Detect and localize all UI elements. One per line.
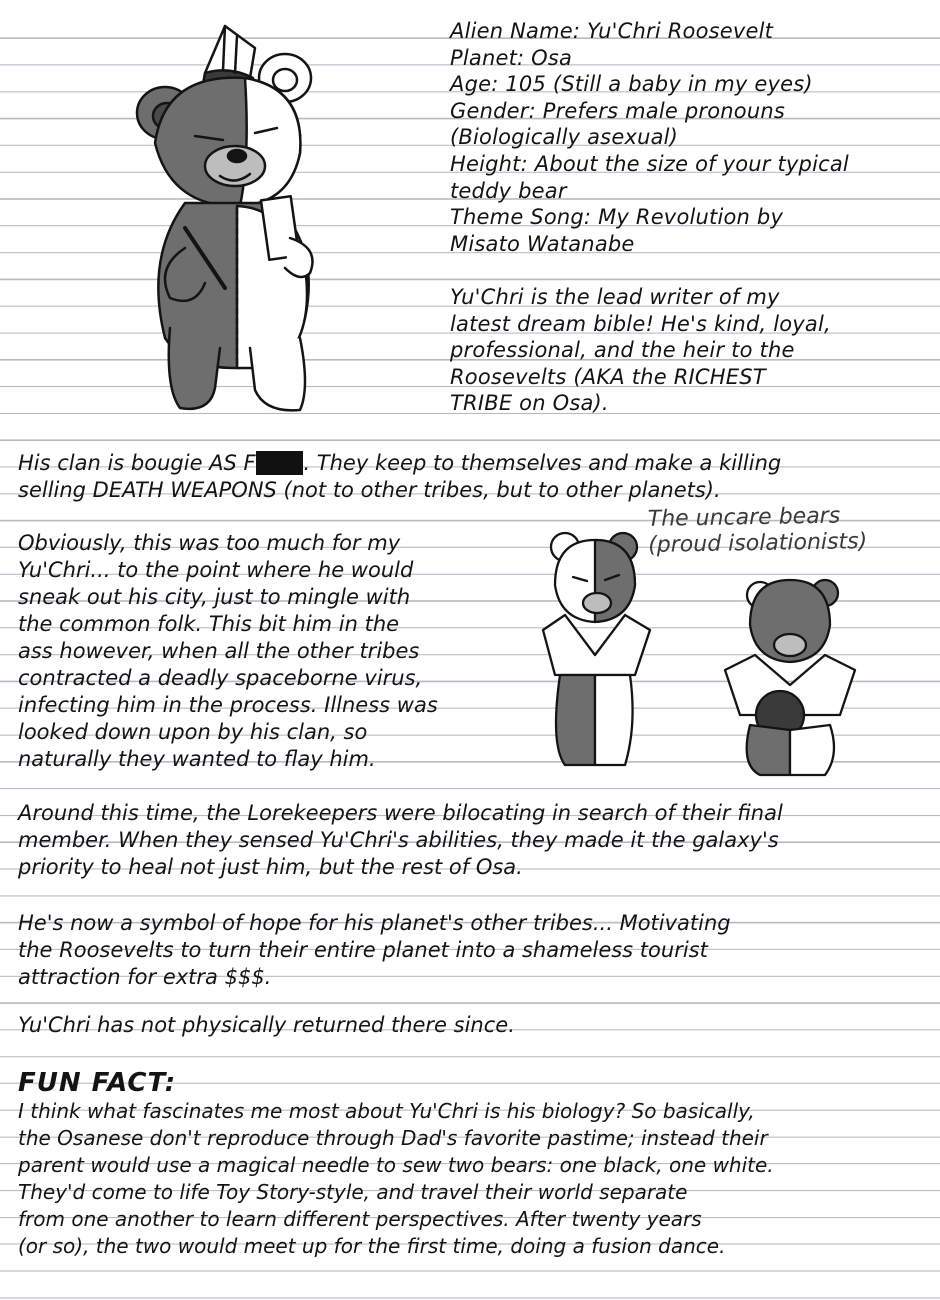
- bio-line: Yu'Chri is the lead writer of my: [450, 284, 780, 309]
- virus-line: contracted a deadly spaceborne virus,: [18, 666, 423, 690]
- virus-paragraph: [18, 530, 498, 773]
- fun-fact-heading: FUN FACT:: [18, 1068, 177, 1098]
- bio-line: professional, and the heir to the: [450, 338, 795, 363]
- fun-fact-line: the Osanese don't reproduce through Dad's favorite pastime; instead their: [18, 1126, 768, 1150]
- symbol-paragraph: [18, 910, 918, 991]
- fun-fact-line: They'd come to life Toy Story-style, and travel their world separate: [18, 1180, 688, 1204]
- clan-text-start: His clan is bougie AS F: [18, 451, 256, 475]
- virus-line: sneak out his city, just to mingle with: [18, 585, 411, 609]
- virus-line: naturally they wanted to flay him.: [18, 747, 376, 771]
- profile-planet: Planet: Osa: [450, 45, 573, 70]
- uncare-bears-illustration: [525, 525, 915, 785]
- profile-theme-song-cont: Misato Watanabe: [450, 231, 635, 256]
- fun-fact-body: [18, 1098, 928, 1260]
- clan-paragraph: [18, 450, 918, 503]
- profile-height: Height: About the size of your typical: [450, 151, 849, 176]
- fun-fact-line: I think what fascinates me most about Yu'Chri is his biology? So basically,: [18, 1099, 755, 1123]
- profile-height-cont: teddy bear: [450, 178, 567, 203]
- virus-line: ass however, when all the other tribes: [18, 639, 420, 663]
- virus-line: Yu'Chri... to the point where he would: [18, 558, 414, 582]
- lorekeepers-line: member. When they sensed Yu'Chri's abilities, they made it the galaxy's: [18, 828, 779, 852]
- fun-fact-line: (or so), the two would meet up for the first time, doing a fusion dance.: [18, 1234, 726, 1258]
- bio-line: latest dream bible! He's kind, loyal,: [450, 311, 831, 336]
- bio-line: TRIBE on Osa).: [450, 391, 609, 416]
- profile-theme-song: Theme Song: My Revolution by: [450, 205, 784, 230]
- virus-line: Obviously, this was too much for my: [18, 531, 401, 555]
- bio-line: Roosevelts (AKA the RICHEST: [450, 364, 766, 389]
- profile-name: Alien Name: Yu'Chri Roosevelt: [450, 19, 774, 43]
- caption-line: The uncare bears: [647, 503, 841, 532]
- caption-line: (proud isolationists): [648, 529, 868, 558]
- virus-line: looked down upon by his clan, so: [18, 720, 368, 744]
- symbol-line: He's now a symbol of hope for his planet's other tribes... Motivating: [18, 911, 731, 935]
- censor-bar: UCK: [257, 451, 302, 475]
- clan-text-end: . They keep to themselves and make a killing: [303, 451, 782, 475]
- fun-fact-line: from one another to learn different perspectives. After twenty years: [18, 1207, 702, 1231]
- clan-line-2: selling DEATH WEAPONS (not to other tribes, but to other planets).: [18, 477, 721, 502]
- bears-caption: [648, 503, 868, 559]
- profile-gender-note: (Biologically asexual): [450, 125, 679, 150]
- symbol-line: the Roosevelts to turn their entire planet into a shameless tourist: [18, 938, 708, 962]
- profile-block: [450, 18, 920, 417]
- profile-age: Age: 105 (Still a baby in my eyes): [450, 72, 813, 97]
- lorekeepers-paragraph: [18, 800, 918, 881]
- symbol-line: attraction for extra $$$.: [18, 965, 272, 989]
- lorekeepers-line: priority to heal not just him, but the rest of Osa.: [18, 855, 523, 879]
- lorekeepers-line: Around this time, the Lorekeepers were bilocating in search of their final: [18, 801, 783, 825]
- clan-line-1: [18, 450, 918, 477]
- returned-paragraph: Yu'Chri has not physically returned there since.: [18, 1013, 515, 1037]
- profile-gender: Gender: Prefers male pronouns: [450, 98, 786, 123]
- spacer: [450, 257, 920, 284]
- yuchri-bear-illustration: [125, 18, 385, 418]
- fun-fact-line: parent would use a magical needle to sew two bears: one black, one white.: [18, 1153, 774, 1177]
- virus-line: infecting him in the process. Illness was: [18, 693, 438, 717]
- virus-line: the common folk. This bit him in the: [18, 612, 400, 636]
